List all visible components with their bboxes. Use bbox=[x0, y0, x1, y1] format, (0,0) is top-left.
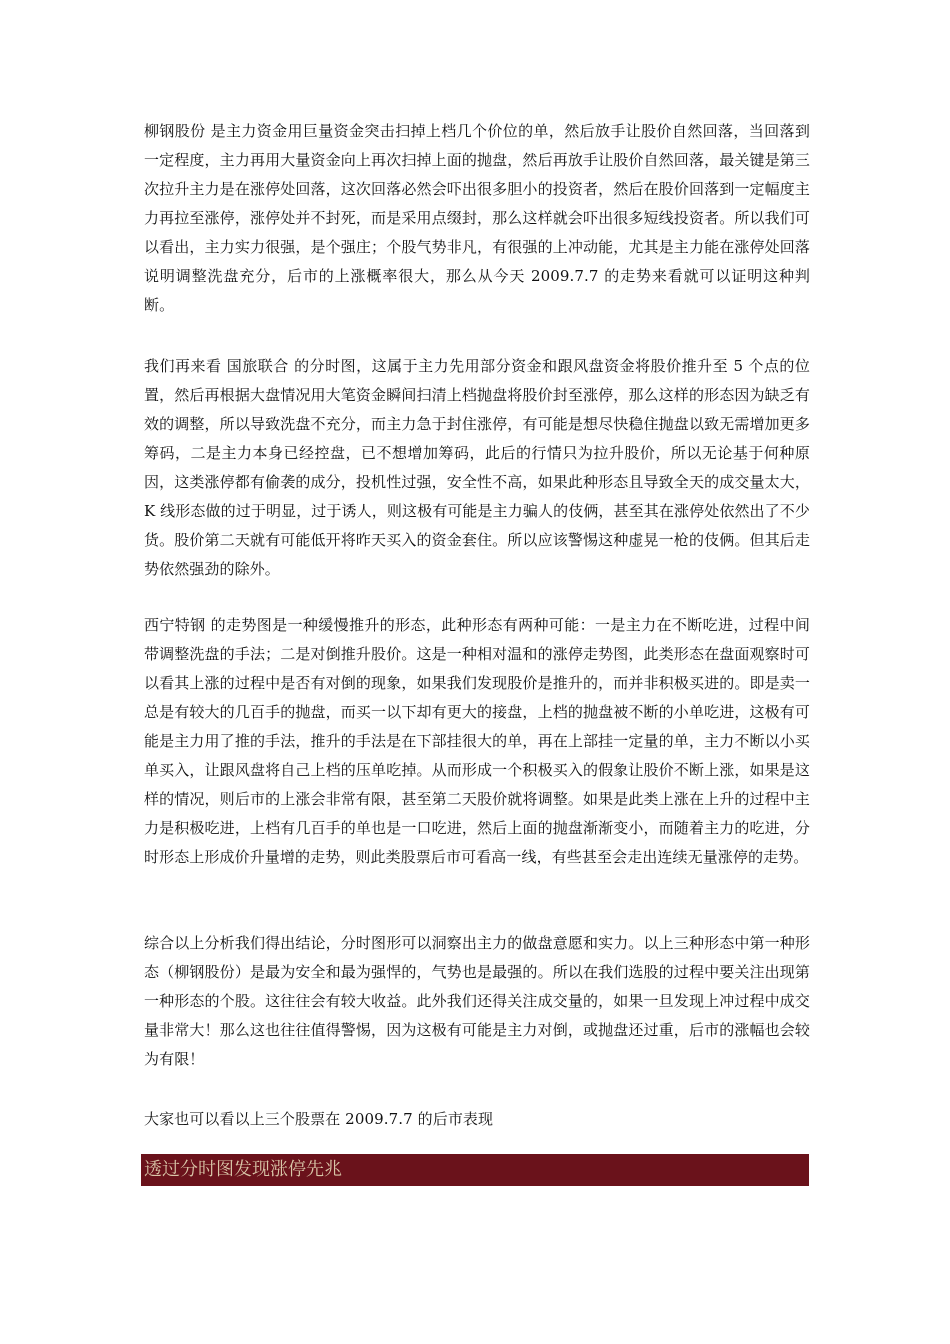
paragraph-followup: 大家也可以看以上三个股票在 2009.7.7 的后市表现 bbox=[144, 1110, 494, 1128]
paragraph-conclusion: 综合以上分析我们得出结论，分时图形可以洞察出主力的做盘意愿和实力。以上三种形态中第一种形态（柳钢股份）是最为安全和最为强悍的，气势也是最强的。所以在我们选股的过程中要关注出现第一种形态的个股。这往往会有较大收益。此外我们还得关注成交量的，如果一旦发现上冲过程中成交量非常大！那么这也往往值得警惕，因为这极有可能是主力对倒，或抛盘还过重，后市的涨幅也会较为有限！ bbox=[144, 934, 810, 1068]
section-title-banner: 透过分时图发现涨停先兆 bbox=[141, 1154, 809, 1186]
paragraph-xining: 西宁特钢 的走势图是一种缓慢推升的形态，此种形态有两种可能：一是主力在不断吃进，过程中间带调整洗盘的手法；二是对倒推升股价。这是一种相对温和的涨停走势图，此类形态在盘面观察时可以看其上涨的过程中是否有对倒的现象，如果我们发现股价是推升的，而并非积极买进的。即是卖一总是有较大的几百手的抛盘，而买一以下却有更大的接盘，上档的抛盘被不断的小单吃进，这极有可能是主力用了推的手法，推升的手法是在下部挂很大的单，再在上部挂一定量的单，主力不断以小买单买入，让跟风盘将自己上档的压单吃掉。从而形成一个积极买入的假象让股价不断上涨，如果是这样的情况，则后市的上涨会非常有限，甚至第二天股价就将调整。如果是此类上涨在上升的过程中主力是积极吃进，上档有几百手的单也是一口吃进，然后上面的抛盘渐渐变小，而随着主力的吃进，分时形态上形成价升量增的走势，则此类股票后市可看高一线，有些甚至会走出连续无量涨停的走势。 bbox=[144, 616, 810, 866]
paragraph-liugang: 柳钢股份 是主力资金用巨量资金突击扫掉上档几个价位的单，然后放手让股价自然回落，当回落到一定程度，主力再用大量资金向上再次扫掉上面的抛盘，然后再放手让股价自然回落，最关键是第三次拉升主力是在涨停处回落，这次回落必然会吓出很多胆小的投资者，然后在股价回落到一定幅度主力再拉至涨停，涨停处并不封死，而是采用点缀封，那么这样就会吓出很多短线投资者。所以我们可以看出，主力实力很强，是个强庄；个股气势非凡，有很强的上冲动能，尤其是主力能在涨停处回落说明调整洗盘充分，后市的上涨概率很大，那么从今天 2009.7.7 的走势来看就可以证明这种判断。 bbox=[144, 122, 810, 314]
paragraph-guolv: 我们再来看 国旅联合 的分时图，这属于主力先用部分资金和跟风盘资金将股价推升至 5 个点的位置，然后再根据大盘情况用大笔资金瞬间扫清上档抛盘将股价封至涨停，那么这样的形态因为缺乏有效的调整，所以导致洗盘不充分，而主力急于封住涨停，有可能是想尽快稳住抛盘以致无需增加更多筹码，二是主力本身已经控盘，已不想增加筹码，此后的行情只为拉升股价，所以无论基于何种原因，这类涨停都有偷袭的成分，投机性过强，安全性不高，如果此种形态且导致全天的成交量太大，K 线形态做的过于明显，过于诱人，则这极有可能是主力骗人的伎俩，甚至其在涨停处依然出了不少货。股价第二天就有可能低开将昨天买入的资金套住。所以应该警惕这种虚晃一枪的伎俩。但其后走势依然强劲的除外。 bbox=[144, 357, 810, 578]
